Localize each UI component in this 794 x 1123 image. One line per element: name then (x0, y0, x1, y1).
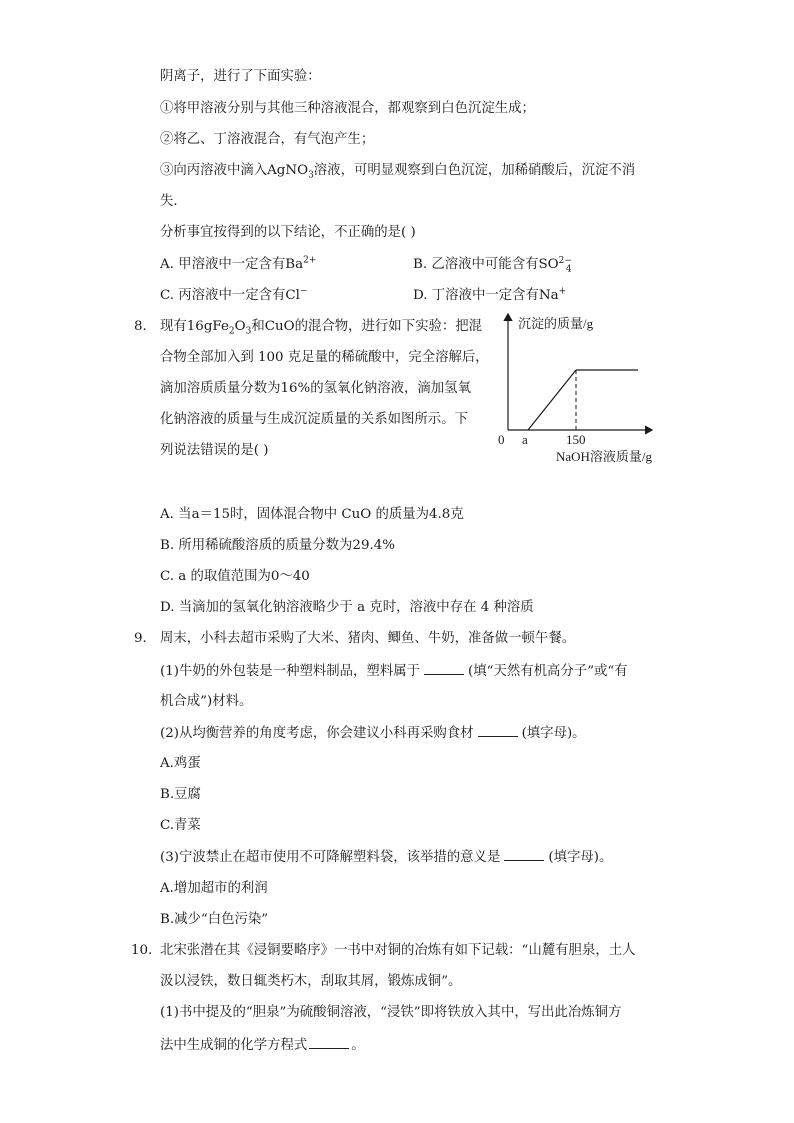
q7-option-b-text: B. 乙溶液中可能含有SO (413, 257, 559, 272)
q9-answer-blank-1[interactable] (424, 662, 464, 675)
q7-step3-a: ③向丙溶液中滴入AgNO (160, 163, 309, 178)
q7-option-b[interactable] (413, 256, 572, 274)
q8-line4: 化钠溶液的质量与生成沉淀质量的关系如图所示。下 (160, 412, 468, 427)
q7-step1: ①将甲溶液分别与其他三种溶液混合，都观察到白色沉淀生成； (160, 101, 535, 116)
q7-option-b-sub: 4 (565, 264, 572, 275)
q7-step2: ②将乙、丁溶液混合，有气泡产生； (160, 132, 375, 147)
q8-option-d[interactable]: D. 当滴加的氢氧化钠溶液略少于 a 克时，溶液中存在 4 种溶质 (160, 600, 534, 615)
q7-option-c[interactable] (160, 287, 307, 305)
q10-line4-a: 法中生成铜的化学方程式 (160, 1038, 308, 1053)
precipitate-chart (492, 308, 672, 468)
x-tick-label-a: a (522, 432, 528, 447)
q9-part2-option-a[interactable]: A.鸡蛋 (160, 756, 201, 771)
q7-step3 (160, 162, 635, 180)
q10-answer-blank[interactable] (309, 1036, 349, 1049)
q10-line4-b: 。 (351, 1038, 365, 1053)
q9-part2-option-b[interactable]: B.豆腐 (160, 787, 201, 802)
q9-line1: 周末，小科去超市采购了大米、猪肉、鲫鱼、牛奶，准备做一顿午餐。 (160, 631, 576, 646)
q7-option-a-sup: 2+ (303, 255, 317, 266)
q8-line1-c: 和CuO的混合物，进行如下实验：把混 (251, 319, 483, 334)
q8-line5: 列说法错误的是( ) (160, 443, 269, 458)
q9-part3 (160, 848, 612, 867)
q9-number: 9. (134, 631, 147, 646)
q7-option-d-text: D. 丁溶液中一定含有Na (413, 288, 559, 303)
origin-label: 0 (498, 432, 505, 447)
q9-part1-cont: 机合成”)材料。 (160, 694, 253, 709)
q7-option-d[interactable] (413, 287, 566, 305)
q9-part1 (160, 662, 628, 681)
q8-option-c[interactable]: C. a 的取值范围为0～40 (160, 569, 310, 584)
q8-line1-b: O (234, 319, 246, 334)
q7-step3-sub: 3 (308, 170, 314, 181)
q8-line1-a: 现有16gFe (160, 319, 229, 334)
q7-question: 分析事宜按得到的以下结论，不正确的是( ) (160, 225, 416, 240)
q9-part1-a: (1)牛奶的外包装是一种塑料制品，塑料属于 (160, 664, 420, 679)
q8-line3: 滴加溶质质量分数为16%的氢氧化钠溶液，滴加氢氧 (160, 381, 471, 396)
chart-svg (492, 308, 672, 468)
q10-line3: (1)书中提及的“胆泉”为硫酸铜溶液，“浸铁”即将铁放入其中，写出此冶炼铜方 (160, 1005, 622, 1020)
q9-part3-a: (3)宁波禁止在超市使用不可降解塑料袋，该举措的意义是 (160, 850, 501, 865)
series-rise-segment (528, 370, 576, 430)
q8-line1-sub1: 2 (228, 326, 235, 337)
q8-line2: 合物全部加入到 100 克足量的稀硫酸中，完全溶解后， (160, 350, 489, 365)
q9-part2-b: (填字母)。 (521, 726, 586, 741)
q7-option-d-sup: + (558, 286, 567, 297)
q8-option-a[interactable]: A. 当a＝15时，固体混合物中 CuO 的质量为4.8克 (160, 507, 464, 522)
q9-answer-blank-3[interactable] (504, 848, 544, 861)
q7-option-a-text: A. 甲溶液中一定含有Ba (160, 257, 304, 272)
q9-part2-option-c[interactable]: C.青菜 (160, 818, 201, 833)
q7-option-b-sup: 2− (558, 255, 572, 266)
q7-intro: 阴离子，进行了下面实验： (160, 69, 321, 84)
q7-step3-cont: 失． (160, 194, 187, 209)
q9-part3-option-a[interactable]: A.增加超市的利润 (160, 881, 268, 896)
q10-line1: 北宋张潜在其《浸铜要略序》一书中对铜的冶炼有如下记载：“山麓有胆泉，土人 (160, 943, 636, 958)
q9-part3-option-b[interactable]: B.减少“白色污染” (160, 912, 269, 927)
q7-option-c-text: C. 丙溶液中一定含有Cl (160, 288, 300, 303)
q10-number: 10. (131, 943, 153, 958)
y-axis-label: 沉淀的质量/g (518, 316, 594, 331)
x-tick-label-150: 150 (566, 432, 586, 447)
q8-number: 8. (134, 319, 147, 334)
q9-part1-b: (填“天然有机高分子”或“有 (468, 664, 628, 679)
q8-option-b[interactable]: B. 所用稀硫酸溶质的质量分数为29.4% (160, 538, 395, 553)
q9-part2-a: (2)从均衡营养的角度考虑，你会建议小科再采购食材 (160, 726, 474, 741)
q7-option-c-sup: − (299, 286, 308, 297)
q10-line4 (160, 1036, 365, 1055)
q8-line1 (160, 318, 482, 336)
q10-line2: 汲以浸铁，数日辄类朽木，刮取其屑，锻炼成铜”。 (160, 974, 462, 989)
q9-answer-blank-2[interactable] (478, 724, 518, 737)
x-axis-label: NaOH溶液质量/g (556, 449, 653, 464)
q7-option-a[interactable] (160, 256, 316, 274)
q9-part2 (160, 724, 586, 743)
q7-step3-b: 溶液，可明显观察到白色沉淀，加稀硝酸后，沉淀不消 (313, 163, 636, 178)
q9-part3-b: (填字母)。 (548, 850, 613, 865)
q8-line1-sub2: 3 (245, 326, 252, 337)
